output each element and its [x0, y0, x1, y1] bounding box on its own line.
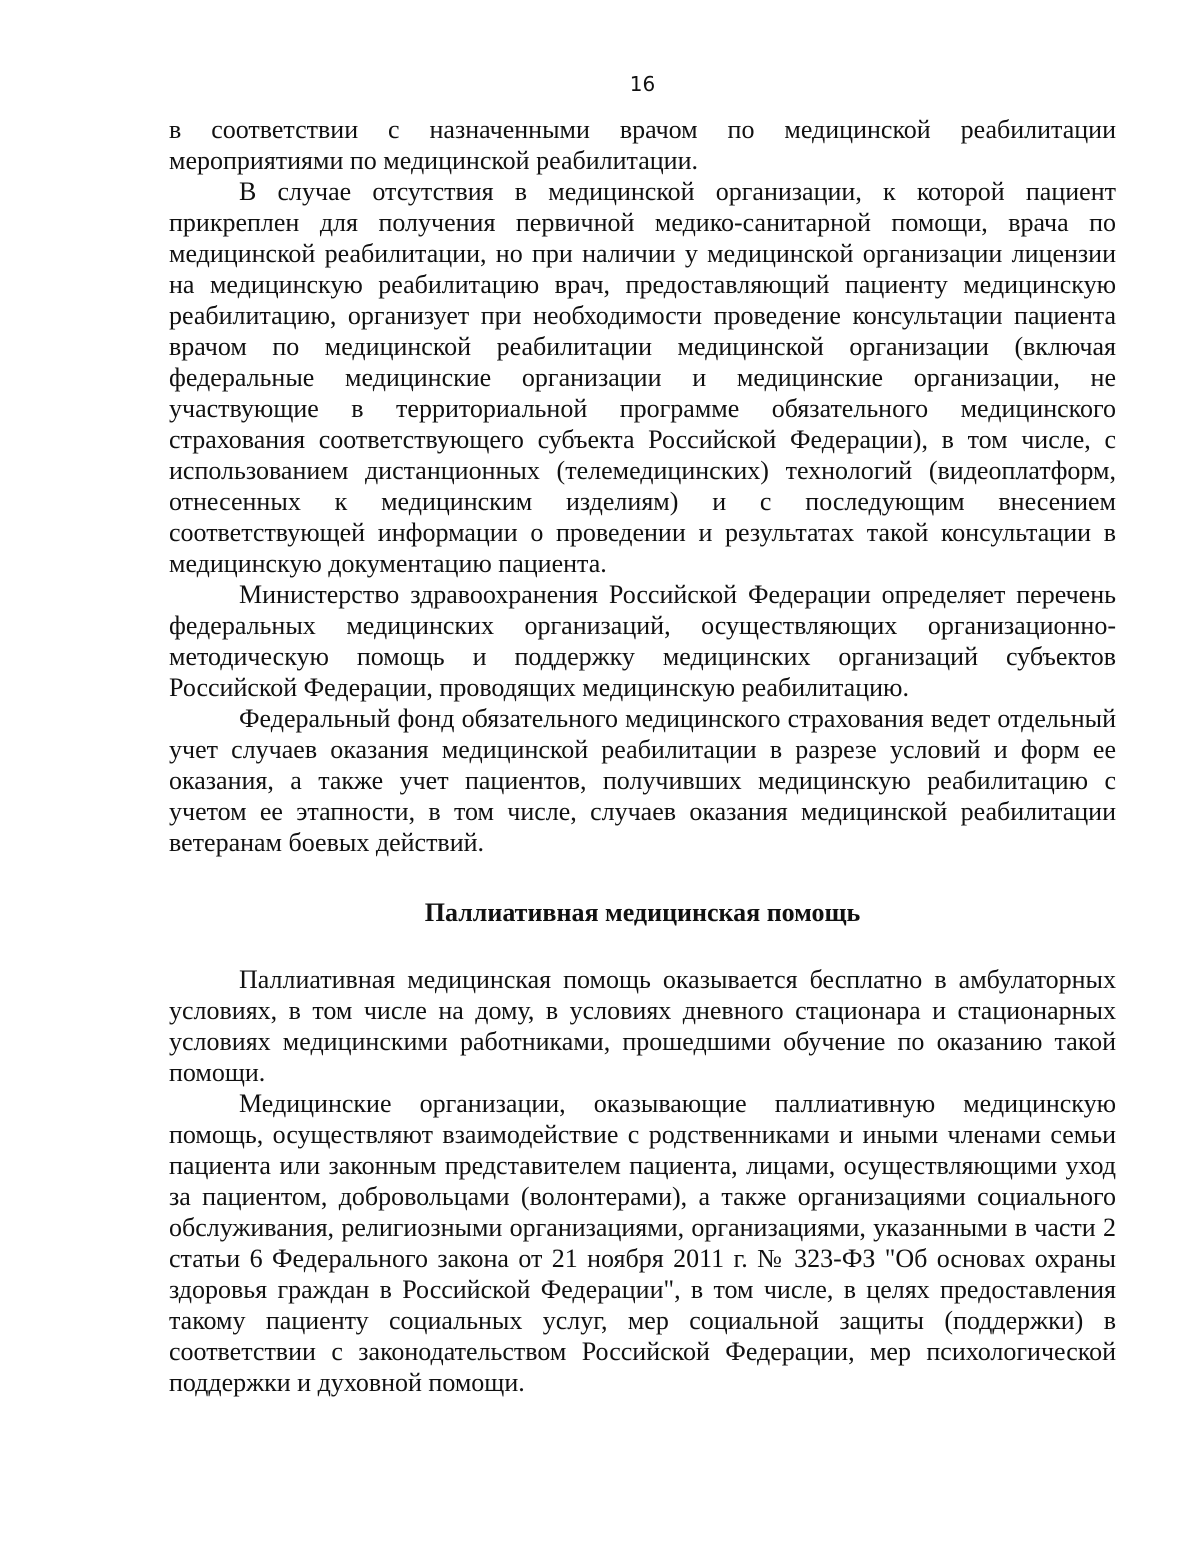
paragraph-palliative-free: Паллиативная медицинская помощь оказывается бесплатно в амбулаторных условиях, в том числе на дому, в условиях дневного стационара и стационарных условиях медицинскими работниками, прошедшими обучение по оказанию такой помощи.	[169, 965, 1116, 1087]
document-body	[169, 114, 1116, 1398]
paragraph-ministry: Министерство здравоохранения Российской Федерации определяет перечень федеральных медицинских организаций, осуществляющих организационно-методическую помощь и поддержку медицинских организаций субъектов Российской Федерации, проводящих медицинскую реабилитацию.	[169, 580, 1116, 702]
paragraph-oms-fund: Федеральный фонд обязательного медицинского страхования ведет отдельный учет случаев оказания медицинской реабилитации в разрезе условий и форм ее оказания, а также учет пациентов, получивших медицинскую реабилитацию с учетом ее этапности, в том числе, случаев оказания медицинской реабилитации ветеранам боевых действий.	[169, 704, 1116, 857]
paragraph-continuation: в соответствии с назначенными врачом по медицинской реабилитации мероприятиями по медицинской реабилитации.	[169, 115, 1116, 175]
paragraph-teleconsultation: В случае отсутствия в медицинской организации, к которой пациент прикреплен для получения первичной медико-санитарной помощи, врача по медицинской реабилитации, но при наличии у медицинской организации лицензии на медицинскую реабилитацию врач, предоставляющий пациенту медицинскую реабилитацию, организует при необходимости проведение консультации пациента врачом по медицинской реабилитации медицинской организации (включая федеральные медицинские организации и медицинские организации, не участвующие в территориальной программе обязательного медицинского страхования соответствующего субъекта Российской Федерации), в том числе, с использованием дистанционных (телемедицинских) технологий (видеоплатформ, отнесенных к медицинским изделиям) и с последующим внесением соответствующей информации о проведении и результатах такой консультации в медицинскую документацию пациента.	[169, 177, 1116, 578]
paragraph-palliative-cooperation: Медицинские организации, оказывающие паллиативную медицинскую помощь, осуществляют взаимодействие с родственниками и иными членами семьи пациента или законным представителем пациента, лицами, осуществляющими уход за пациентом, добровольцами (волонтерами), а также организациями социального обслуживания, религиозными организациями, организациями, указанными в части 2 статьи 6 Федерального закона от 21 ноября 2011 г. № 323-ФЗ "Об основах охраны здоровья граждан в Российской Федерации", в том числе, в целях предоставления такому пациенту социальных услуг, мер социальной защиты (поддержки) в соответствии с законодательством Российской Федерации, мер психологической поддержки и духовной помощи.	[169, 1089, 1116, 1397]
page-number: 16	[629, 72, 656, 96]
section-heading-palliative: Паллиативная медицинская помощь	[424, 898, 861, 927]
